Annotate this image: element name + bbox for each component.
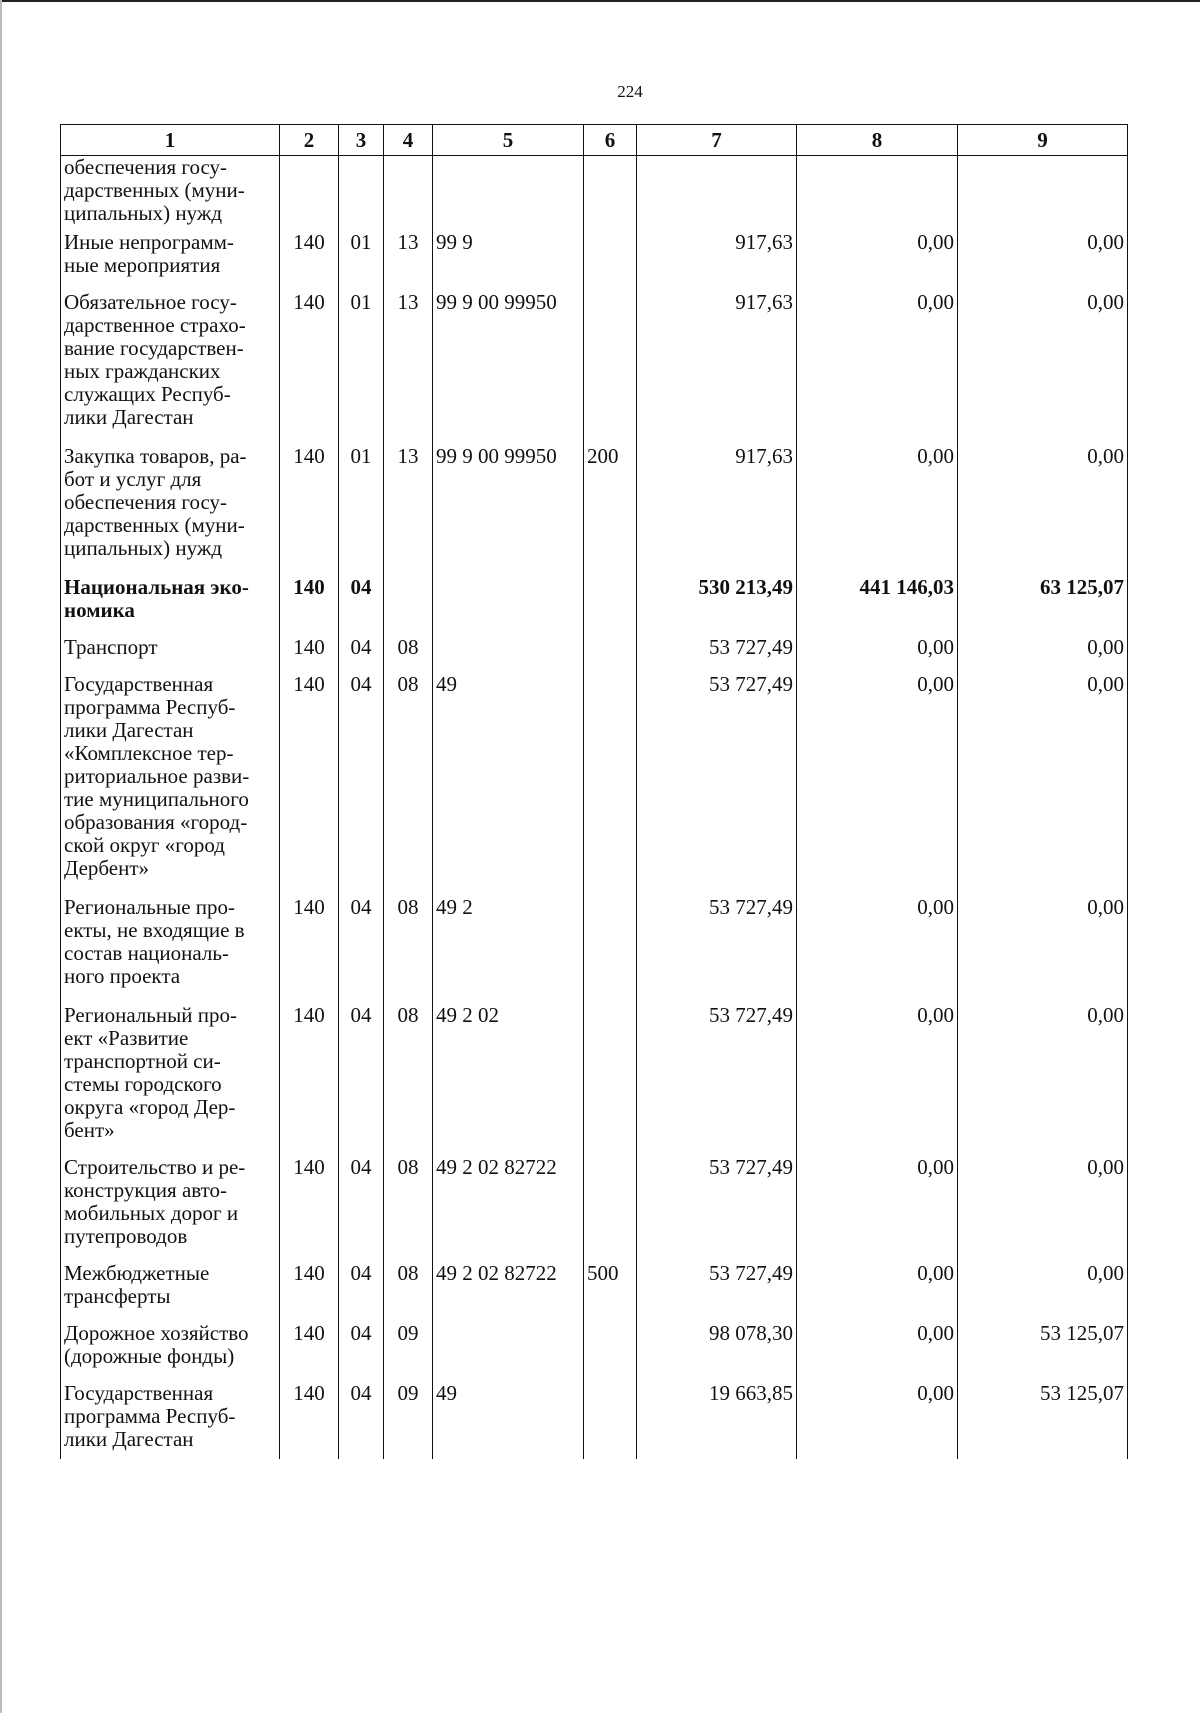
row-name: Обязательное госу- дарственное страхо- вание государствен- ных гражданских служащих Респуб- лики Дагестан — [61, 291, 280, 445]
amount-col-7: 98 078,30 — [637, 1322, 797, 1382]
header-col-4: 4 — [384, 125, 433, 156]
amount-col-9: 0,00 — [958, 231, 1128, 291]
amount-col-7: 53 727,49 — [637, 896, 797, 1004]
section-code: 04 — [339, 1004, 384, 1156]
subsection-code: 08 — [384, 1156, 433, 1262]
amount-col-9: 0,00 — [958, 1004, 1128, 1156]
table-row — [61, 1382, 1128, 1459]
target-article-code: 49 — [433, 1382, 584, 1459]
amount-col-9: 0,00 — [958, 673, 1128, 896]
section-code: 04 — [339, 896, 384, 1004]
expense-type-code — [584, 673, 637, 896]
expense-type-code — [584, 291, 637, 445]
amount-col-9: 0,00 — [958, 896, 1128, 1004]
kvsr-code: 140 — [280, 576, 339, 636]
subsection-code: 13 — [384, 291, 433, 445]
amount-col-9: 0,00 — [958, 1262, 1128, 1322]
expense-type-code — [584, 231, 637, 291]
row-name: Государственная программа Респуб- лики Дагестан «Комплексное тер- риториальное разви- тие муниципального образования «город- ской округ «город Дербент» — [61, 673, 280, 896]
amount-col-8 — [797, 156, 958, 232]
table-row — [61, 1322, 1128, 1382]
subsection-code: 08 — [384, 896, 433, 1004]
amount-col-8: 0,00 — [797, 1262, 958, 1322]
expense-type-code — [584, 156, 637, 232]
amount-col-8: 0,00 — [797, 636, 958, 673]
row-name: Закупка товаров, ра- бот и услуг для обеспечения госу- дарственных (муни- ципальных) нужд — [61, 445, 280, 576]
target-article-code: 99 9 — [433, 231, 584, 291]
scan-border-top — [0, 0, 1200, 2]
table-row — [61, 1156, 1128, 1262]
amount-col-8: 0,00 — [797, 673, 958, 896]
subsection-code: 13 — [384, 231, 433, 291]
amount-col-9: 53 125,07 — [958, 1382, 1128, 1459]
subsection-code — [384, 576, 433, 636]
expense-type-code — [584, 1004, 637, 1156]
table-row — [61, 576, 1128, 636]
amount-col-7 — [637, 156, 797, 232]
row-name: Региональный про- ект «Развитие транспортной си- стемы городского округа «город Дер- бент» — [61, 1004, 280, 1156]
header-col-2: 2 — [280, 125, 339, 156]
amount-col-9: 0,00 — [958, 1156, 1128, 1262]
target-article-code: 99 9 00 99950 — [433, 291, 584, 445]
kvsr-code: 140 — [280, 1262, 339, 1322]
table-row — [61, 1262, 1128, 1322]
section-code: 04 — [339, 576, 384, 636]
expense-type-code — [584, 1156, 637, 1262]
amount-col-7: 53 727,49 — [637, 1156, 797, 1262]
target-article-code — [433, 156, 584, 232]
page-number: 224 — [617, 82, 643, 101]
kvsr-code — [280, 156, 339, 232]
row-name: Межбюджетные трансферты — [61, 1262, 280, 1322]
expense-type-code — [584, 1322, 637, 1382]
row-name: Иные непрограмм- ные мероприятия — [61, 231, 280, 291]
amount-col-8: 0,00 — [797, 1322, 958, 1382]
target-article-code: 49 2 02 82722 — [433, 1156, 584, 1262]
row-name: Строительство и ре- конструкция авто- мобильных дорог и путепроводов — [61, 1156, 280, 1262]
subsection-code: 09 — [384, 1322, 433, 1382]
row-name: Дорожное хозяйство (дорожные фонды) — [61, 1322, 280, 1382]
kvsr-code: 140 — [280, 231, 339, 291]
target-article-code — [433, 636, 584, 673]
amount-col-7: 19 663,85 — [637, 1382, 797, 1459]
table-row — [61, 231, 1128, 291]
header-col-9: 9 — [958, 125, 1128, 156]
amount-col-7: 917,63 — [637, 445, 797, 576]
target-article-code — [433, 576, 584, 636]
amount-col-9: 0,00 — [958, 291, 1128, 445]
table-row — [61, 896, 1128, 1004]
target-article-code: 49 2 02 82722 — [433, 1262, 584, 1322]
amount-col-7: 917,63 — [637, 291, 797, 445]
subsection-code: 08 — [384, 1004, 433, 1156]
amount-col-8: 0,00 — [797, 445, 958, 576]
amount-col-7: 917,63 — [637, 231, 797, 291]
amount-col-8: 0,00 — [797, 1382, 958, 1459]
subsection-code: 08 — [384, 673, 433, 896]
section-code: 04 — [339, 673, 384, 896]
budget-table — [60, 124, 1128, 1459]
table-row — [61, 1004, 1128, 1156]
expense-type-code: 200 — [584, 445, 637, 576]
row-name: Национальная эко- номика — [61, 576, 280, 636]
amount-col-9: 53 125,07 — [958, 1322, 1128, 1382]
section-code: 04 — [339, 1156, 384, 1262]
row-name: обеспечения госу- дарственных (муни- ципальных) нужд — [61, 156, 280, 232]
kvsr-code: 140 — [280, 673, 339, 896]
section-code — [339, 156, 384, 232]
section-code: 04 — [339, 636, 384, 673]
amount-col-8: 0,00 — [797, 291, 958, 445]
amount-col-9: 63 125,07 — [958, 576, 1128, 636]
target-article-code: 49 — [433, 673, 584, 896]
subsection-code — [384, 156, 433, 232]
subsection-code: 08 — [384, 1262, 433, 1322]
expense-type-code — [584, 636, 637, 673]
header-col-3: 3 — [339, 125, 384, 156]
amount-col-8: 0,00 — [797, 1004, 958, 1156]
expense-type-code: 500 — [584, 1262, 637, 1322]
section-code: 01 — [339, 291, 384, 445]
header-col-7: 7 — [637, 125, 797, 156]
kvsr-code: 140 — [280, 1156, 339, 1262]
target-article-code: 99 9 00 99950 — [433, 445, 584, 576]
kvsr-code: 140 — [280, 445, 339, 576]
amount-col-7: 53 727,49 — [637, 1262, 797, 1322]
section-code: 01 — [339, 445, 384, 576]
kvsr-code: 140 — [280, 1322, 339, 1382]
amount-col-8: 441 146,03 — [797, 576, 958, 636]
header-col-1: 1 — [61, 125, 280, 156]
section-code: 04 — [339, 1322, 384, 1382]
table-row — [61, 156, 1128, 232]
section-code: 04 — [339, 1262, 384, 1322]
amount-col-8: 0,00 — [797, 1156, 958, 1262]
amount-col-7: 53 727,49 — [637, 636, 797, 673]
section-code: 04 — [339, 1382, 384, 1459]
amount-col-7: 53 727,49 — [637, 1004, 797, 1156]
row-name: Государственная программа Респуб- лики Дагестан — [61, 1382, 280, 1459]
kvsr-code: 140 — [280, 1004, 339, 1156]
table-row — [61, 636, 1128, 673]
amount-col-8: 0,00 — [797, 896, 958, 1004]
amount-col-9 — [958, 156, 1128, 232]
kvsr-code: 140 — [280, 636, 339, 673]
subsection-code: 08 — [384, 636, 433, 673]
target-article-code: 49 2 — [433, 896, 584, 1004]
kvsr-code: 140 — [280, 896, 339, 1004]
table-row — [61, 673, 1128, 896]
section-code: 01 — [339, 231, 384, 291]
table-row — [61, 291, 1128, 445]
table-row — [61, 445, 1128, 576]
expense-type-code — [584, 1382, 637, 1459]
amount-col-7: 530 213,49 — [637, 576, 797, 636]
target-article-code: 49 2 02 — [433, 1004, 584, 1156]
header-col-6: 6 — [584, 125, 637, 156]
table-header-row — [61, 125, 1128, 156]
kvsr-code: 140 — [280, 291, 339, 445]
kvsr-code: 140 — [280, 1382, 339, 1459]
amount-col-9: 0,00 — [958, 636, 1128, 673]
amount-col-7: 53 727,49 — [637, 673, 797, 896]
header-col-8: 8 — [797, 125, 958, 156]
table-body — [61, 156, 1128, 1460]
subsection-code: 09 — [384, 1382, 433, 1459]
target-article-code — [433, 1322, 584, 1382]
scan-border-left — [0, 0, 2, 1713]
row-name: Транспорт — [61, 636, 280, 673]
amount-col-8: 0,00 — [797, 231, 958, 291]
row-name: Региональные про- екты, не входящие в состав националь- ного проекта — [61, 896, 280, 1004]
expense-type-code — [584, 896, 637, 1004]
expense-type-code — [584, 576, 637, 636]
header-col-5: 5 — [433, 125, 584, 156]
subsection-code: 13 — [384, 445, 433, 576]
amount-col-9: 0,00 — [958, 445, 1128, 576]
